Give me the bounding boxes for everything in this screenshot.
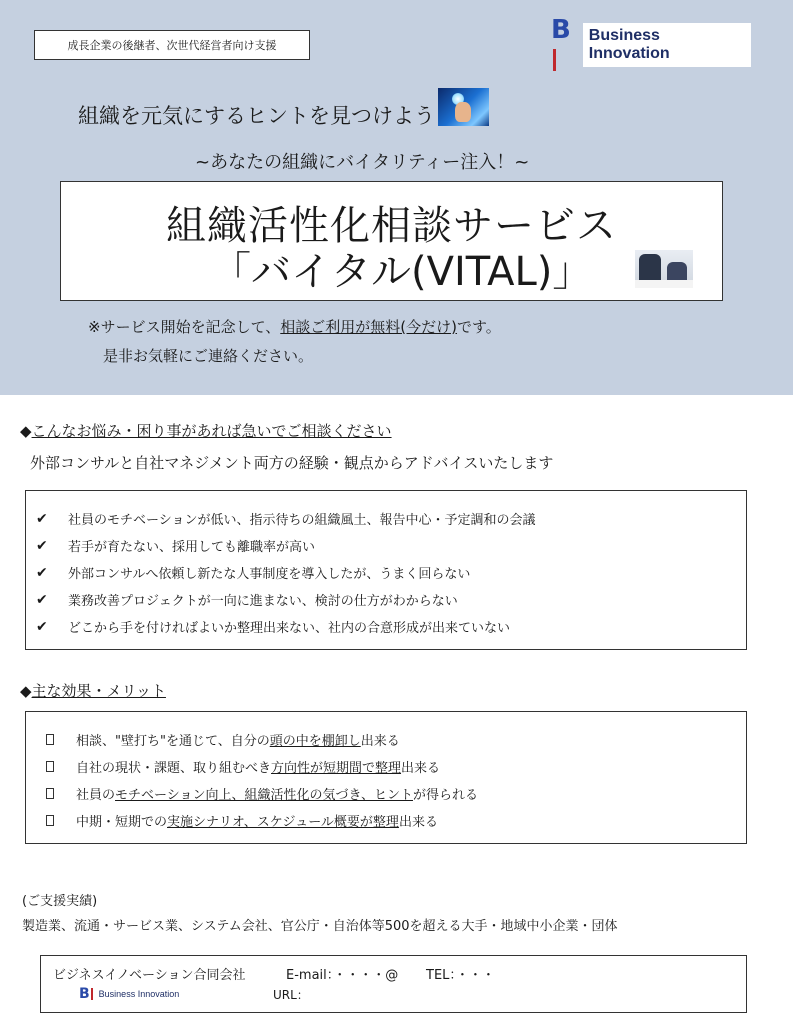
contact-box — [40, 955, 747, 1013]
check-icon: ✔ — [36, 618, 48, 635]
hand-lightbulb-image — [438, 88, 489, 126]
service-title: 組織活性化相談サービス — [166, 203, 617, 249]
company-logo — [551, 15, 751, 62]
service-name: 「バイタル(VITAL)」 — [211, 249, 593, 295]
benefits-list — [25, 711, 747, 844]
square-bullet-icon — [46, 815, 54, 826]
logo-mark-icon: B — [79, 986, 93, 1002]
list-item: ✔ どこから手を付ければよいか整理出来ない、社内の合意形成が出来ていない — [36, 618, 511, 636]
service-title-box — [60, 181, 723, 301]
target-tag: 成長企業の後継者、次世代経営者向け支援 — [34, 30, 310, 60]
meeting-photo-image — [635, 250, 693, 288]
section-benefits-heading: ◆主な効果・メリット — [20, 682, 166, 700]
square-bullet-icon — [46, 761, 54, 772]
list-item: 中期・短期での 実施シナリオ、スケジュール概要が整理 出来る — [44, 811, 438, 830]
logo-name: Business Innovation — [583, 23, 751, 67]
list-item: ✔ 業務改善プロジェクトが一向に進まない、検討の仕方がわからない — [36, 591, 458, 609]
list-item: 自社の現状・課題、取り組むべき 方向性が短期間で整理 出来る — [44, 757, 440, 776]
concerns-list — [25, 490, 747, 650]
free-offer-note: ※サービス開始を記念して、相談ご利用が無料(今だけ)です。 — [88, 318, 501, 336]
section-concerns-heading: ◆こんなお悩み・困り事があれば急いでご相談ください — [20, 422, 392, 440]
list-item: ✔ 若手が育たない、採用しても離職率が高い — [36, 537, 316, 555]
hero-subtitle: ~あなたの組織にバイタリティー注入！~ — [195, 152, 530, 173]
logo-mark-icon: B — [551, 15, 575, 75]
list-item: 相談、"壁打ち"を通じて、自分の 頭の中を棚卸し 出来る — [44, 730, 400, 749]
list-item: ✔ 社員のモチベーションが低い、指示待ちの組織風土、報告中心・予定調和の会議 — [36, 510, 536, 528]
contact-logo — [79, 986, 179, 1002]
square-bullet-icon — [46, 734, 54, 745]
url-link[interactable]: URL： — [273, 988, 309, 1002]
check-icon: ✔ — [36, 591, 48, 608]
support-record-label: (ご支援実績) — [22, 894, 98, 909]
list-item: 社員の モチベーション向上、組織活性化の気づき、ヒント が得られる — [44, 784, 478, 803]
check-icon: ✔ — [36, 564, 48, 581]
email-link[interactable]: E-mail：・・・・@ — [286, 968, 399, 983]
square-bullet-icon — [46, 788, 54, 799]
hint-heading: 組織を元気にするヒントを見つけよう — [78, 104, 435, 128]
section-concerns-description: 外部コンサルと自社マネジメント両方の経験・観点からアドバイスいたします — [30, 454, 554, 472]
logo-name: Business Innovation — [98, 989, 180, 999]
contact-invite: 是非お気軽にご連絡ください。 — [103, 347, 314, 365]
support-record-text: 製造業、流通・サービス業、システム会社、官公庁・自治体等500を超える大手・地域中小企業・団体 — [22, 919, 618, 934]
hero-banner — [0, 0, 793, 395]
check-icon: ✔ — [36, 510, 48, 527]
tel-link[interactable]: TEL：・・・ — [426, 968, 495, 983]
check-icon: ✔ — [36, 537, 48, 554]
company-name: ビジネスイノベーション合同会社 — [53, 968, 246, 983]
list-item: ✔ 外部コンサルへ依頼し新たな人事制度を導入したが、うまく回らない — [36, 564, 471, 582]
